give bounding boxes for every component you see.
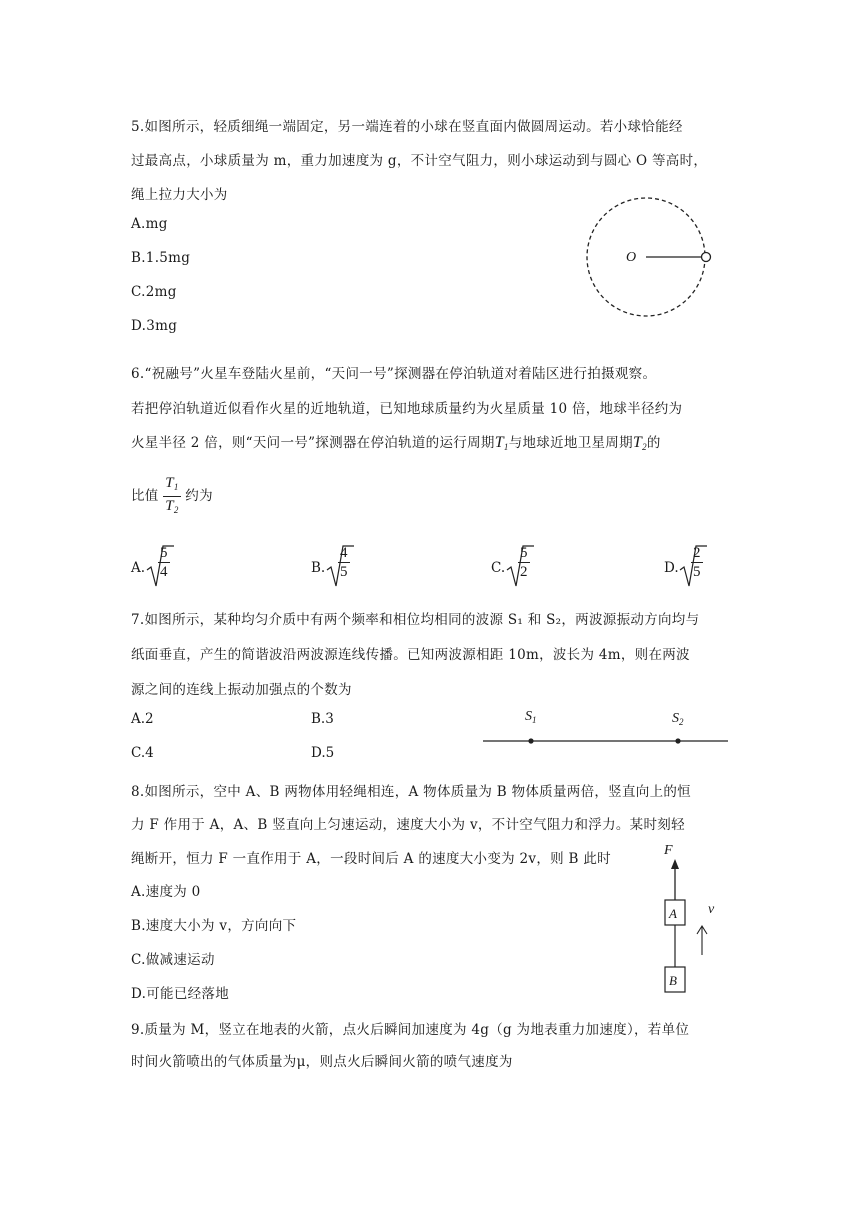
q8-option-c: C.做减速运动	[131, 952, 215, 968]
q6-option-d-fraction: $\frac{2}{5}$	[693, 545, 701, 580]
q8-option-a: A.速度为 0	[131, 884, 201, 900]
q9-text-line1: 9.质量为 M，竖立在地表的火箭，点火后瞬间加速度为 4g（g 为地表重力加速度），若单位	[131, 1022, 690, 1038]
q7-option-c: C.4	[131, 745, 154, 761]
q5-text-line3: 绳上拉力大小为	[131, 187, 228, 203]
source-s2-dot	[675, 738, 680, 743]
ratio-fraction: $\frac{T_1}{T_2}$	[165, 475, 179, 515]
q6-text-line2: 若把停泊轨道近似看作火星的近地轨道，已知地球质量约为火星质量 10 倍，地球半径约为	[131, 401, 683, 417]
q8-fig-force-label: F	[664, 843, 673, 858]
q7-option-a: A.2	[131, 711, 154, 727]
q7-text-line3: 源之间的连线上振动加强点的个数为	[131, 682, 352, 698]
q6-text-line3: 火星半径 2 倍，则“天问一号”探测器在停泊轨道的运行周期$T_1$与地球近地卫星周期$T_2$的	[131, 434, 661, 452]
q5-circle-figure	[580, 195, 715, 320]
q6-option-c-fraction: $\frac{5}{2}$	[520, 545, 528, 580]
q5-option-c: C.2mg	[131, 284, 177, 300]
q6-text-line1: 6.“祝融号”火星车登陆火星前，“天问一号”探测器在停泊轨道对着陆区进行拍摄观察。	[131, 366, 657, 382]
q5-option-a: A.mg	[131, 216, 168, 232]
q8-blocks-figure	[655, 855, 735, 995]
q6-option-b-fraction: $\frac{4}{5}$	[340, 545, 348, 580]
q8-fig-block-a-label: A	[669, 906, 677, 921]
q7-option-b: B.3	[311, 711, 334, 727]
q6-option-a-fraction: $\frac{5}{4}$	[160, 545, 168, 580]
q8-text-line3: 绳断开，恒力 F 一直作用于 A，一段时间后 A 的速度大小变为 2v，则 B 此时	[131, 851, 611, 867]
q8-option-d: D.可能已经落地	[131, 986, 230, 1002]
q6-option-c-label: C.	[491, 560, 506, 576]
q8-text-line2: 力 F 作用于 A，A、B 竖直向上匀速运动，速度大小为 v，不计空气阻力和浮力。某时刻轻	[131, 817, 685, 833]
q8-fig-velocity-label: v	[708, 902, 715, 917]
q5-text-line1: 5.如图所示，轻质细绳一端固定，另一端连着的小球在竖直面内做圆周运动。若小球恰能经	[131, 119, 683, 135]
q5-text-line2: 过最高点，小球质量为 m，重力加速度为 g，不计空气阻力，则小球运动到与圆心 O 等高时，	[131, 153, 708, 169]
q7-text-line1: 7.如图所示，某种均匀介质中有两个频率和相位均相同的波源 S₁ 和 S₂，两波源振动方向均与	[131, 612, 700, 628]
force-arrow-head	[671, 859, 679, 869]
q7-wave-sources-figure	[482, 735, 732, 747]
q9-text-line2: 时间火箭喷出的气体质量为μ，则点火后瞬间火箭的喷气速度为	[131, 1054, 513, 1070]
q7-s2-label: $S_2$	[672, 711, 684, 727]
source-s1-dot	[528, 738, 533, 743]
ball	[702, 253, 711, 262]
q7-s1-label: $S_1$	[525, 709, 537, 725]
q6-option-a-label: A.	[131, 560, 146, 576]
q5-option-d: D.3mg	[131, 318, 178, 334]
q8-text-line1: 8.如图所示，空中 A、B 两物体用轻绳相连，A 物体质量为 B 物体质量两倍，竖直向上的恒	[131, 784, 691, 800]
q8-fig-block-b-label: B	[669, 973, 677, 988]
q8-option-b: B.速度大小为 v，方向向下	[131, 918, 297, 934]
q7-text-line2: 纸面垂直，产生的简谐波沿两波源连线传播。已知两波源相距 10m，波长为 4m，则在两波	[131, 647, 690, 663]
q7-option-d: D.5	[311, 745, 335, 761]
q5-center-label: O	[626, 250, 637, 265]
q5-option-b: B.1.5mg	[131, 250, 191, 266]
q6-option-b-label: B.	[311, 560, 326, 576]
q6-option-d-label: D.	[664, 560, 679, 576]
q6-ratio-line: 比值 $\frac{T_1}{T_2}$ 约为	[131, 474, 213, 519]
